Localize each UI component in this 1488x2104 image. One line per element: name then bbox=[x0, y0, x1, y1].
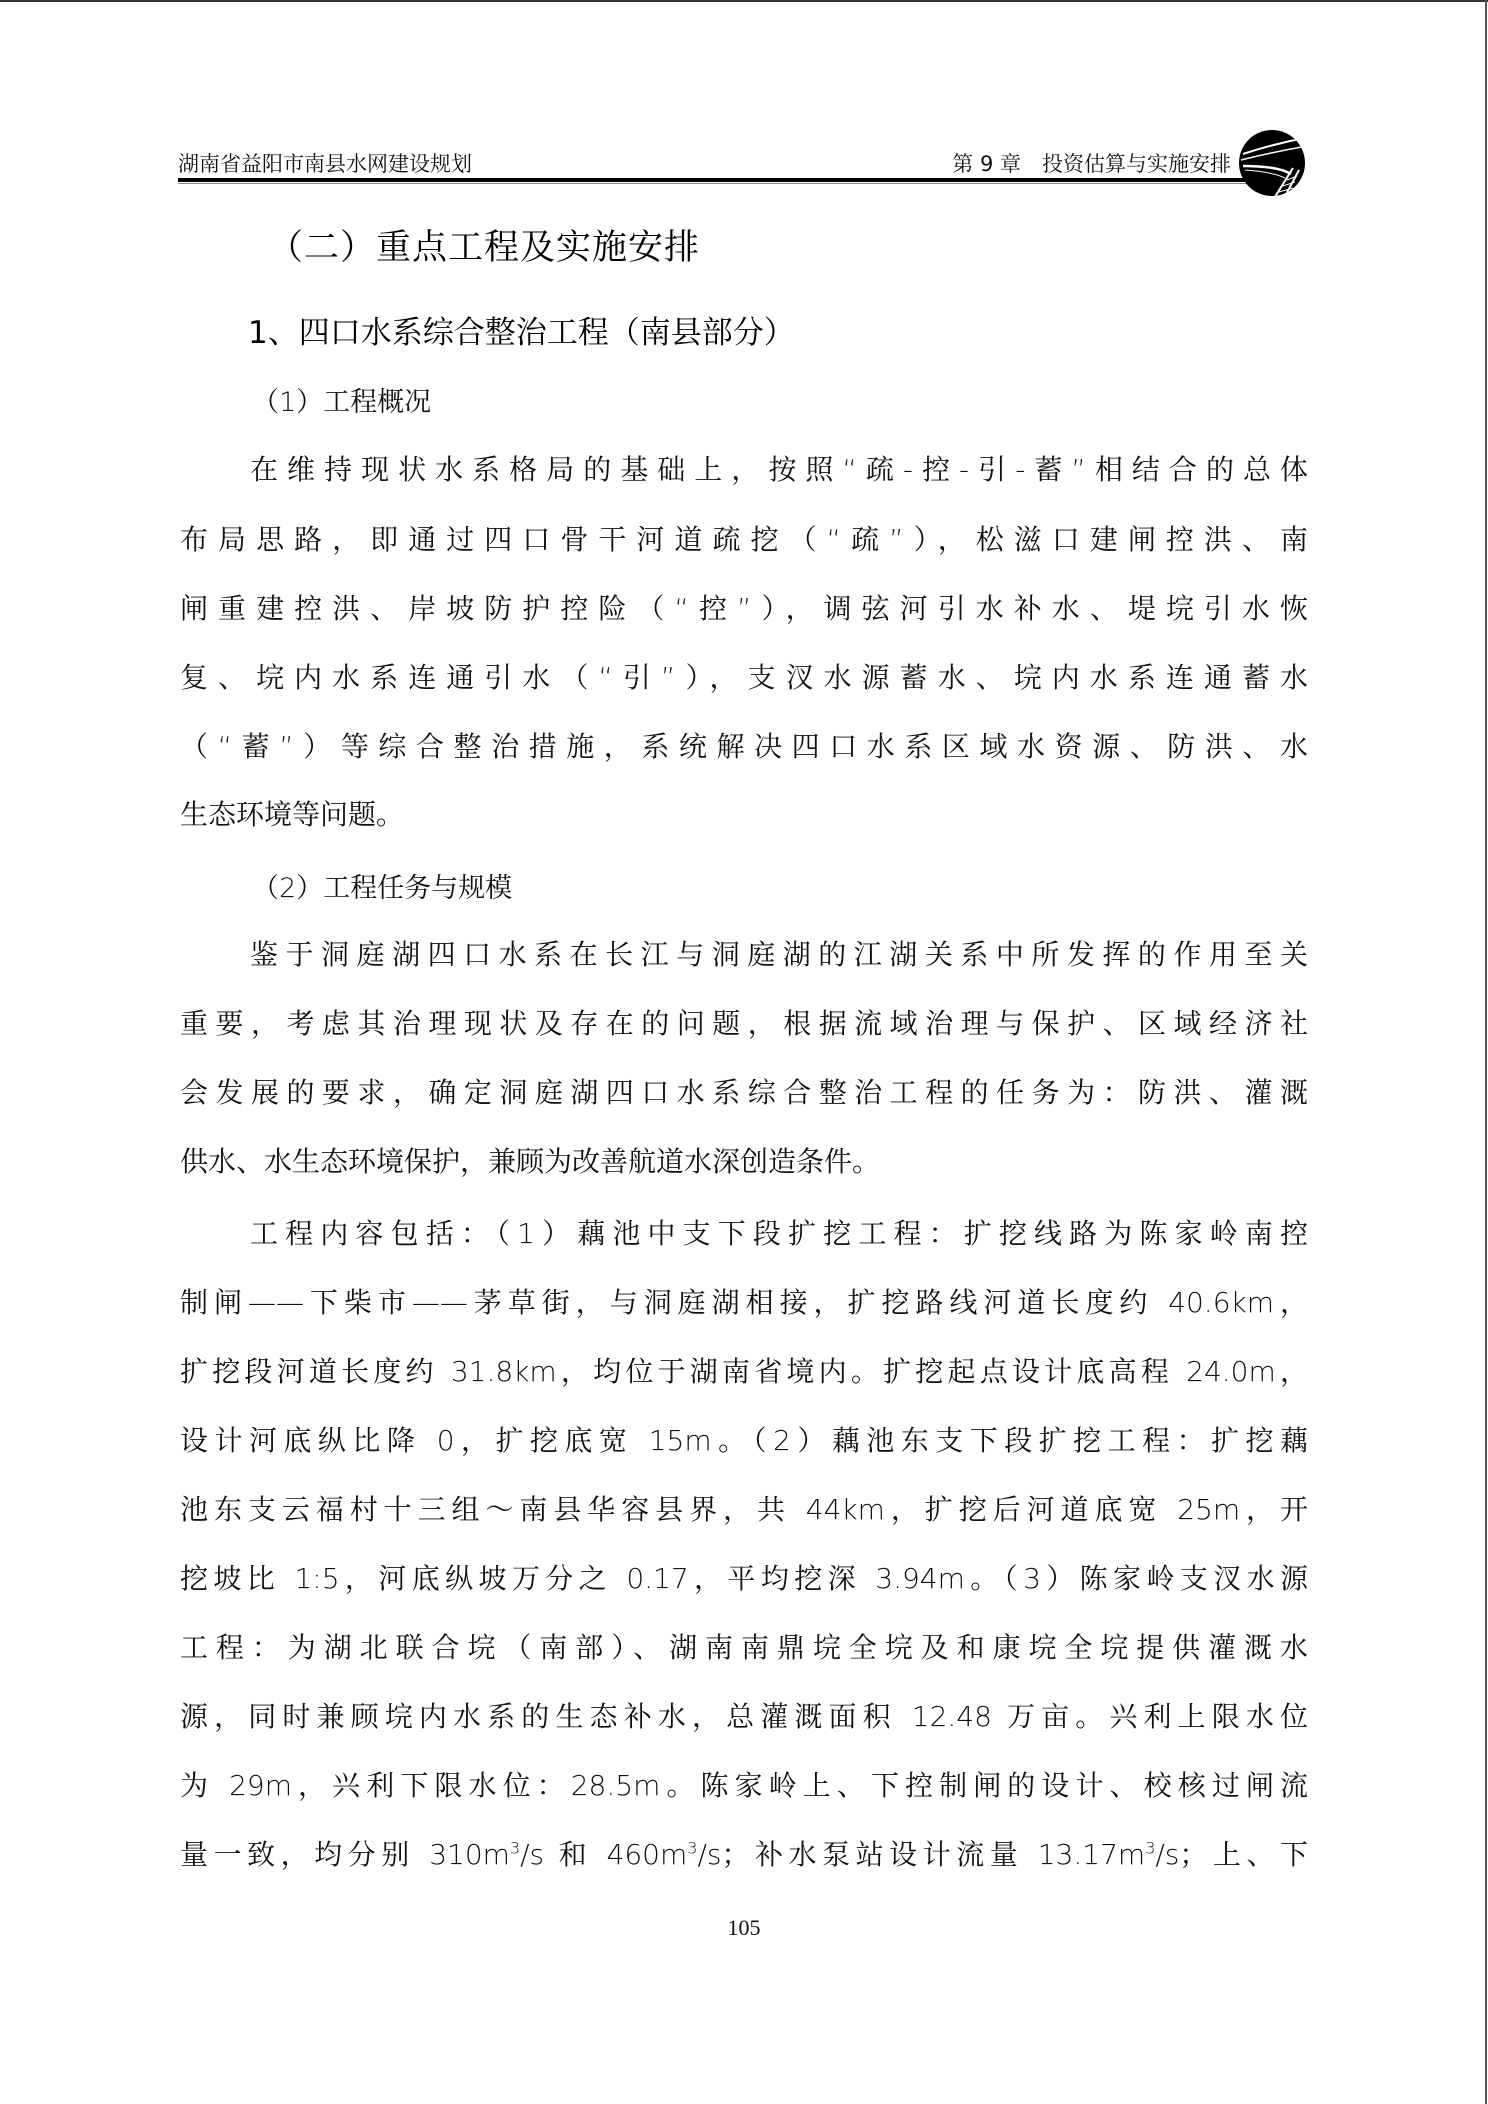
chapter-title: 第 9 章 投资估算与实施安排 bbox=[952, 152, 1231, 176]
paragraph-line: 重要，考虑其治理现状及存在的问题，根据流域治理与保护、区域经济社 bbox=[180, 1007, 1308, 1040]
paragraph-line: 布局思路，即通过四口骨干河道疏挖（“疏”），松滋口建闸控洪、南 bbox=[180, 523, 1308, 556]
paragraph-line: 工程：为湖北联合垸（南部）、湖南南鼎垸全垸及和康垸全垸提供灌溉水 bbox=[180, 1631, 1308, 1664]
superscript: 3 bbox=[509, 1838, 521, 1858]
page-number: 105 bbox=[727, 1915, 761, 1940]
paragraph-line: 复、垸内水系连通引水（“引”），支汊水源蓄水、垸内水系连通蓄水 bbox=[180, 661, 1308, 694]
paragraph-line-with-units bbox=[180, 1835, 1308, 1875]
paragraph-line: 鉴于洞庭湖四口水系在长江与洞庭湖的江湖关系中所发挥的作用至关 bbox=[250, 938, 1308, 971]
text-run: /s 和 460m bbox=[520, 1838, 688, 1871]
paragraph-line: 制闸——下柴市——茅草街，与洞庭湖相接，扩挖路线河道长度约 40.6km， bbox=[180, 1286, 1308, 1319]
header-rule-thin bbox=[178, 183, 1250, 184]
paragraph-line: 供水、水生态环境保护，兼顾为改善航道水深创造条件。 bbox=[180, 1145, 881, 1178]
text-run: /s；上、下 bbox=[1155, 1838, 1309, 1871]
paragraph-line: 生态环境等问题。 bbox=[180, 798, 405, 831]
section-title: （二）重点工程及实施安排 bbox=[268, 228, 701, 268]
paragraph-line: 工程内容包括：（1）藕池中支下段扩挖工程：扩挖线路为陈家岭南控 bbox=[250, 1217, 1308, 1250]
paragraph-line: 池东支云福村十三组～南县华容县界，共 44km，扩挖后河道底宽 25m，开 bbox=[180, 1493, 1308, 1526]
paragraph-line: 源，同时兼顾垸内水系的生态补水，总灌溉面积 12.48 万亩。兴利上限水位 bbox=[180, 1700, 1308, 1733]
superscript: 3 bbox=[1145, 1838, 1156, 1858]
paragraph-line: 会发展的要求，确定洞庭湖四口水系综合整治工程的任务为：防洪、灌溉 bbox=[180, 1076, 1308, 1109]
paragraph-line: 在维持现状水系格局的基础上，按照“疏-控-引-蓄”相结合的总体 bbox=[250, 453, 1308, 486]
text-run: 量一致，均分别 310m bbox=[180, 1838, 510, 1871]
superscript: 3 bbox=[687, 1838, 698, 1858]
header-rule bbox=[178, 178, 1250, 182]
river-road-emblem-icon bbox=[1233, 128, 1311, 198]
subsection-title: 1、四口水系综合整治工程（南县部分） bbox=[248, 315, 795, 351]
paragraph-line: 扩挖段河道长度约 31.8km，均位于湖南省境内。扩挖起点设计底高程 24.0m， bbox=[180, 1355, 1308, 1388]
part1-title: （1）工程概况 bbox=[252, 387, 432, 418]
document-title: 湖南省益阳市南县水网建设规划 bbox=[178, 152, 472, 176]
part2-title: （2）工程任务与规模 bbox=[252, 873, 513, 904]
paragraph-line: 设计河底纵比降 0，扩挖底宽 15m。（2）藕池东支下段扩挖工程：扩挖藕 bbox=[180, 1424, 1308, 1457]
page-header bbox=[178, 140, 1308, 184]
paragraph-line: （“蓄”）等综合整治措施，系统解决四口水系区域水资源、防洪、水 bbox=[180, 730, 1308, 763]
paragraph-line: 挖坡比 1:5，河底纵坡万分之 0.17，平均挖深 3.94m。（3）陈家岭支汊水源 bbox=[180, 1562, 1308, 1595]
paragraph-line: 为 29m，兴利下限水位：28.5m。陈家岭上、下控制闸的设计、校核过闸流 bbox=[180, 1769, 1308, 1802]
page-border-top bbox=[0, 0, 1488, 2]
text-run: /s；补水泵站设计流量 13.17m bbox=[697, 1838, 1146, 1871]
paragraph-line: 闸重建控洪、岸坡防护控险（“控”），调弦河引水补水、堤垸引水恢 bbox=[180, 592, 1308, 625]
page-border-right bbox=[1485, 0, 1487, 2104]
